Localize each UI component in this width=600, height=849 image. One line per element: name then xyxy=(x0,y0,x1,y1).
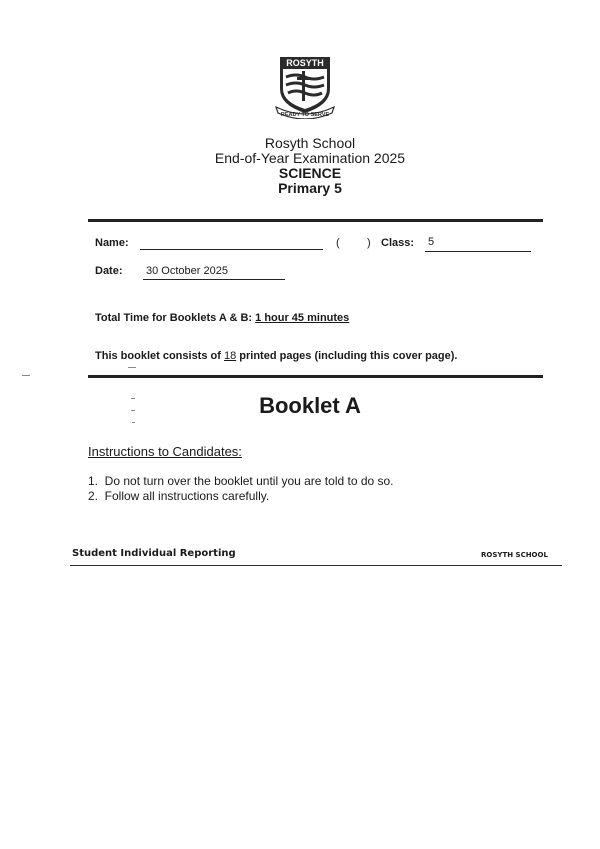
instruction-item: 1. Do not turn over the booklet until you are told to do so. xyxy=(88,474,394,488)
level: Primary 5 xyxy=(278,180,342,196)
name-label: Name: xyxy=(95,237,129,249)
scan-mark xyxy=(128,367,136,368)
school-crest-logo xyxy=(274,55,336,119)
page-count-note xyxy=(95,350,457,362)
name-field[interactable] xyxy=(140,249,323,250)
instructions-list xyxy=(88,474,394,504)
footer-school-label: ROSYTH SCHOOL xyxy=(481,551,548,559)
class-field-line xyxy=(425,251,531,252)
instruction-item: 2. Follow all instructions carefully. xyxy=(88,489,270,503)
register-paren-close: ) xyxy=(367,237,371,249)
footer-reporting-label: Student Individual Reporting xyxy=(72,548,236,559)
register-paren-open: ( xyxy=(336,237,340,249)
class-value[interactable]: 5 xyxy=(428,236,435,248)
middle-divider xyxy=(88,375,543,378)
page-count-value: 18 xyxy=(223,350,237,362)
scan-mark xyxy=(22,375,30,376)
booklet-title: Booklet A xyxy=(259,393,361,418)
school-name: Rosyth School xyxy=(264,135,356,151)
total-time-value: 1 hour 45 minutes xyxy=(255,312,350,324)
top-divider xyxy=(88,219,543,222)
page-count-prefix: This booklet consists of xyxy=(95,350,221,362)
footer-divider xyxy=(70,565,562,566)
exam-header xyxy=(0,136,600,196)
svg-text:ROSYTH: ROSYTH xyxy=(286,58,324,68)
total-time-label: Total Time for Booklets A & B: xyxy=(95,312,253,324)
total-time xyxy=(95,312,349,324)
scan-mark xyxy=(132,422,135,423)
date-value[interactable]: 30 October 2025 xyxy=(146,265,228,277)
instructions-heading: Instructions to Candidates: xyxy=(88,444,242,459)
date-label: Date: xyxy=(95,265,123,277)
page-count-suffix: printed pages (including this cover page). xyxy=(239,350,458,362)
class-label: Class: xyxy=(381,237,415,249)
subject: SCIENCE xyxy=(278,165,342,181)
date-field-line xyxy=(143,279,285,280)
svg-text:READY TO SERVE: READY TO SERVE xyxy=(280,112,330,118)
exam-name: End-of-Year Examination 2025 xyxy=(214,150,406,166)
